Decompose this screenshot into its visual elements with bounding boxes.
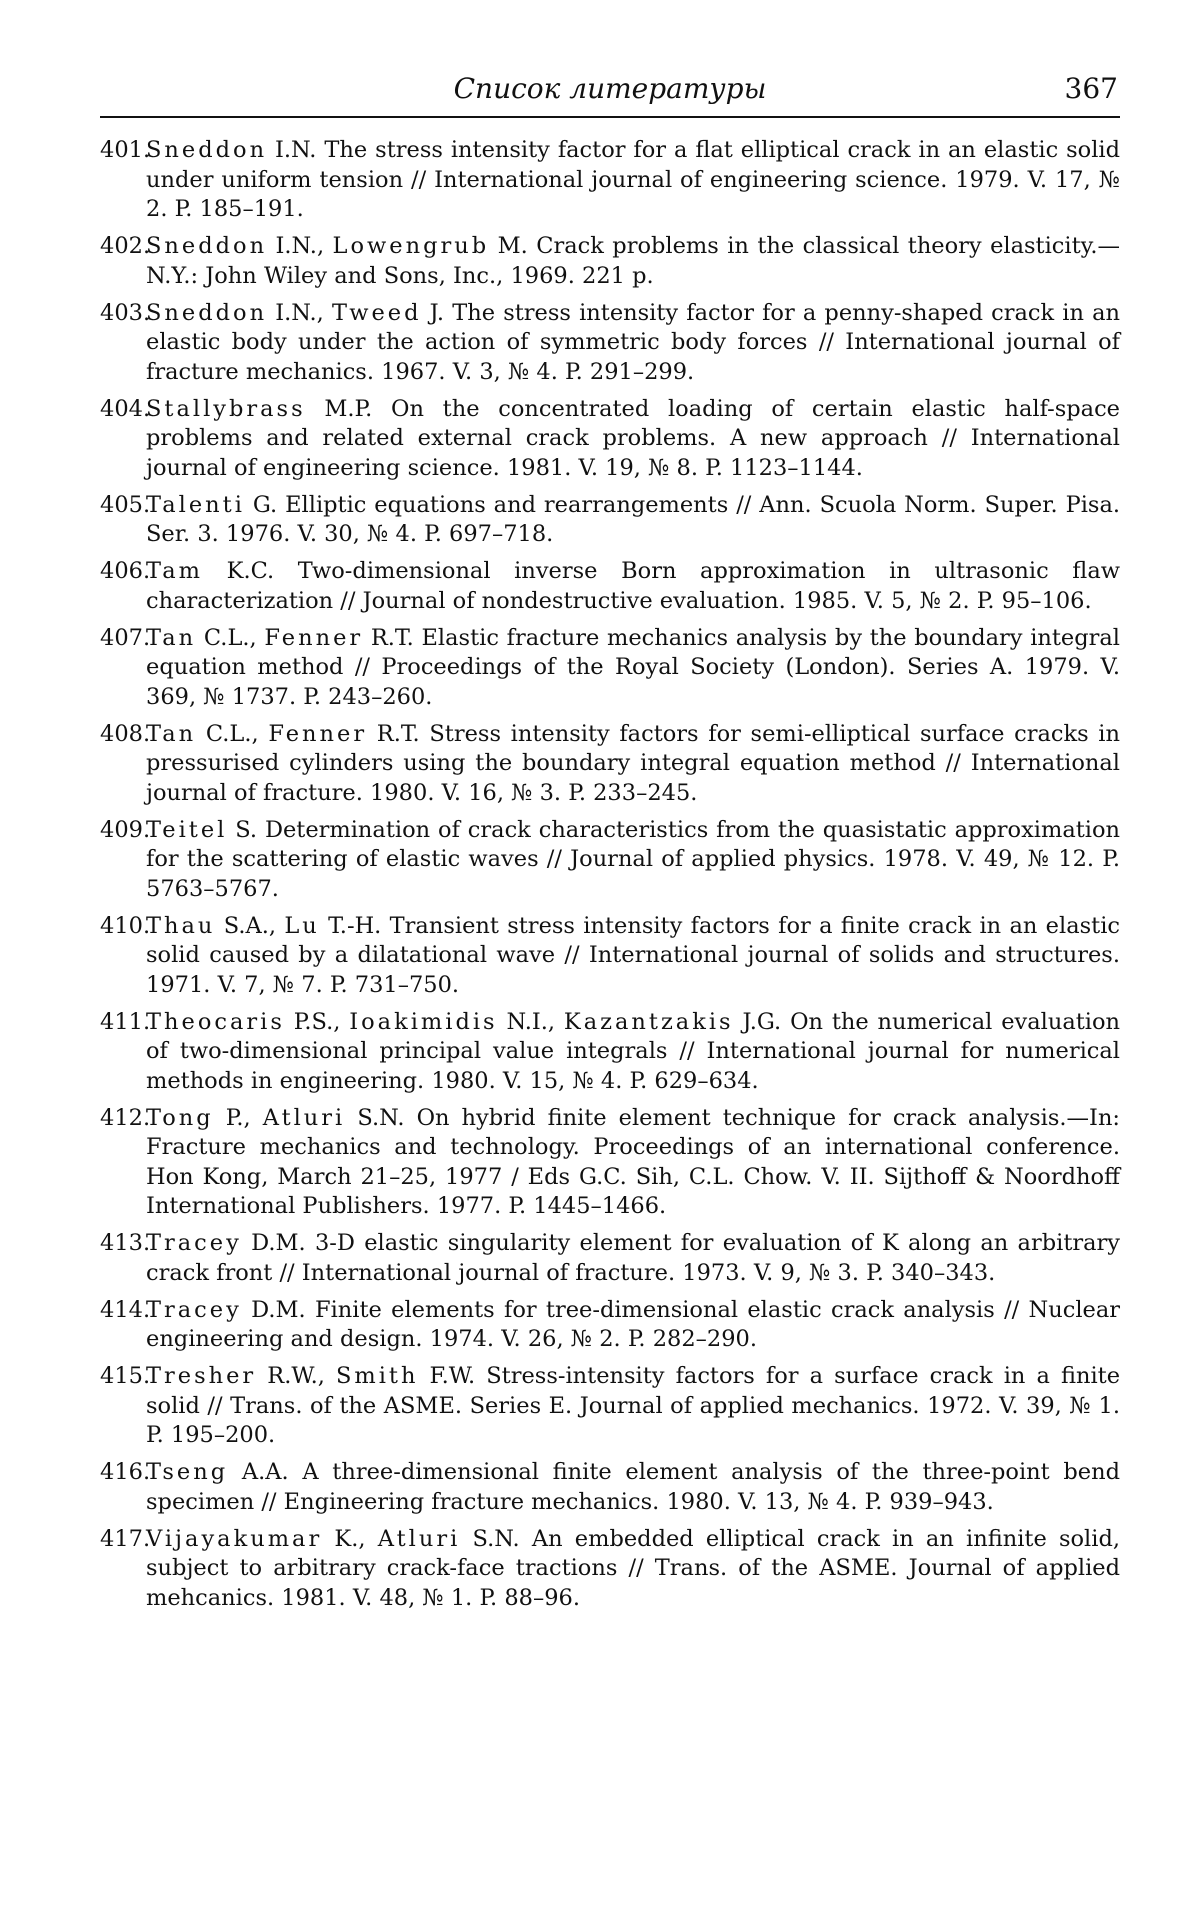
reference-text: On the numerical evaluation of two-dimensional principal value integrals // International journal for numerical methods in engineering. 1980. V. 15, № 4. P. 629–634. — [146, 1008, 1121, 1094]
author-initials: S.N. — [357, 1104, 405, 1131]
author-surname: Smith — [335, 1363, 419, 1389]
reference-entry — [100, 912, 1120, 1001]
author-initials: T.-H. — [328, 912, 382, 939]
reference-number: 411. — [100, 1008, 151, 1035]
author-initials: C.L., — [203, 624, 257, 651]
author-surname: Ioakimidis — [349, 1008, 498, 1035]
author-surname: Tresher — [146, 1363, 257, 1389]
reference-entry — [100, 136, 1120, 225]
author-initials: A.A. — [241, 1459, 289, 1485]
reference-text: Stress intensity factors for semi-elliptical surface cracks in pressurised cylinders using the boundary integral equation method // International journal of fracture. 1980. V. 16, № 3. P. 233–245. — [146, 720, 1120, 806]
reference-entry — [100, 395, 1120, 484]
author-initials: G. — [252, 491, 278, 518]
reference-number: 417. — [100, 1525, 151, 1552]
author-surname: Stallybrass — [146, 395, 306, 422]
author-initials: I.N., — [275, 299, 324, 326]
reference-entry — [100, 816, 1120, 905]
author-surname: Teitel — [146, 816, 228, 843]
author-surname: Vijayakumar — [146, 1525, 323, 1552]
author-initials: K., — [334, 1525, 366, 1552]
author-surname: Sneddon — [146, 299, 268, 326]
reference-text: An embedded elliptical crack in an infinite solid, subject to arbitrary crack-face tractions // Trans. of the ASME. Journal of applied mehcanics. 1981. V. 48, № 1. P. 88–96. — [146, 1525, 1120, 1611]
reference-entry — [100, 1229, 1120, 1288]
author-surname: Theocaris — [146, 1008, 285, 1035]
author-initials: S. — [235, 816, 258, 843]
reference-number: 406. — [100, 558, 151, 584]
author-surname: Sneddon — [146, 233, 268, 259]
author-surname: Tong — [146, 1104, 214, 1131]
author-surname: Thau — [146, 912, 216, 939]
page-title: Список литературы — [453, 72, 767, 105]
running-header — [100, 62, 1120, 118]
author-initials: J.G. — [742, 1008, 782, 1035]
author-initials: F.W. — [429, 1363, 476, 1389]
author-initials: I.N., — [275, 233, 325, 259]
reference-entry — [100, 557, 1120, 616]
author-initials: I.N. — [275, 137, 317, 163]
author-initials: R.W., — [267, 1363, 325, 1389]
reference-text: The stress intensity factor for a flat elliptical crack in an elastic solid under uniform tension // International journal of engineering science. 1979. V. 17, № 2. P. 185–191. — [146, 137, 1120, 222]
reference-number: 416. — [100, 1459, 151, 1485]
author-surname: Tseng — [146, 1459, 229, 1485]
author-surname: Lowengrub — [332, 233, 490, 259]
reference-text: Determination of crack characteristics from the quasistatic approximation for the scattering of elastic waves // Journal of applied physics. 1978. V. 49, № 12. P. 5763–5767. — [146, 816, 1121, 902]
author-surname: Tan — [146, 720, 197, 747]
author-initials: S.A., — [223, 912, 277, 939]
reference-text: On the concentrated loading of certain elastic half-space problems and related external crack problems. A new approach // International journal of engineering science. 1981. V. 19, № 8. P. 1123–1144. — [146, 395, 1120, 481]
reference-text: A three-dimensional finite element analysis of the three-point bend specimen // Engineering fracture mechanics. 1980. V. 13, № 4. P. 939–943. — [146, 1459, 1120, 1515]
author-initials: M. — [497, 233, 528, 259]
reference-number: 410. — [100, 912, 151, 939]
page-number: 367 — [1064, 72, 1118, 105]
author-surname: Talenti — [146, 491, 245, 518]
reference-number: 405. — [100, 491, 151, 518]
author-surname: Sneddon — [146, 137, 268, 163]
author-initials: S.N. — [472, 1525, 520, 1552]
author-initials: D.M. — [251, 1230, 306, 1256]
author-initials: R.T. — [376, 720, 420, 747]
author-surname: Atluri — [377, 1525, 461, 1552]
reference-entry — [100, 1296, 1120, 1355]
author-surname: Fenner — [268, 720, 368, 747]
reference-text: Transient stress intensity factors for a finite crack in an elastic solid caused by a dilatational wave // International journal of solids and structures. 1971. V. 7, № 7. P. 731–750. — [146, 912, 1120, 998]
reference-entry — [100, 1008, 1120, 1097]
reference-number: 408. — [100, 720, 151, 747]
reference-number: 409. — [100, 816, 151, 843]
reference-text: Elastic fracture mechanics analysis by the boundary integral equation method // Proceedings of the Royal Society (London). Series A. 1979. V. 369, № 1737. P. 243–260. — [146, 624, 1121, 710]
author-surname: Fenner — [264, 624, 364, 651]
reference-text: 3-D elastic singularity element for evaluation of K along an arbitrary crack front // International journal of fracture. 1973. V. 9, № 3. P. 340–343. — [146, 1230, 1120, 1286]
reference-text: Crack problems in the classical theory elasticity.—N.Y.: John Wiley and Sons, Inc., 1969. 221 p. — [146, 233, 1120, 289]
author-surname: Tweed — [331, 299, 422, 326]
author-surname: Kazantzakis — [563, 1008, 734, 1035]
reference-entry — [100, 1362, 1120, 1451]
reference-number: 414. — [100, 1296, 151, 1323]
reference-number: 415. — [100, 1363, 151, 1389]
author-initials: R.T. — [370, 624, 414, 651]
author-initials: N.I., — [506, 1008, 556, 1035]
author-initials: D.M. — [251, 1296, 306, 1323]
reference-entry — [100, 720, 1120, 809]
reference-text: Elliptic equations and rearrangements // Ann. Scuola Norm. Super. Pisa. Ser. 3. 1976. V. 30, № 4. P. 697–718. — [146, 491, 1121, 547]
reference-entry — [100, 299, 1120, 388]
reference-text: On hybrid finite element technique for crack analysis.—In: Fracture mechanics and technology. Proceedings of an international conference. Hon Kong, March 21–25, 1977 / Eds G.C. Sih, C.L. Chow. V. II. Sijthoff & Noordhoff International Publishers. 1977. P. 1445–1466. — [146, 1104, 1121, 1219]
author-surname: Tam — [146, 558, 204, 584]
reference-text: The stress intensity factor for a penny-shaped crack in an elastic body under the action of symmetric body forces // International journal of fracture mechanics. 1967. V. 3, № 4. P. 291–299. — [146, 299, 1121, 385]
reference-text: Two-dimensional inverse Born approximation in ultrasonic flaw characterization // Journal of nondestructive evaluation. 1985. V. 5, № 2. P. 95–106. — [146, 558, 1120, 614]
author-initials: P., — [225, 1104, 251, 1131]
reference-entry — [100, 232, 1120, 291]
reference-number: 401. — [100, 137, 151, 163]
reference-entry — [100, 1458, 1120, 1517]
author-surname: Tan — [146, 624, 197, 651]
reference-number: 402. — [100, 233, 151, 259]
reference-text: Finite elements for tree-dimensional elastic crack analysis // Nuclear engineering and design. 1974. V. 26, № 2. P. 282–290. — [146, 1296, 1120, 1352]
author-surname: Tracey — [146, 1296, 242, 1323]
reference-number: 412. — [100, 1104, 151, 1131]
reference-list — [100, 136, 1120, 1621]
reference-number: 407. — [100, 624, 151, 651]
author-surname: Lu — [284, 912, 320, 939]
author-initials: M.P. — [324, 395, 373, 422]
author-initials: J. — [429, 299, 445, 326]
author-initials: K.C. — [226, 558, 275, 584]
reference-entry — [100, 1104, 1120, 1222]
reference-entry — [100, 624, 1120, 713]
author-initials: P.S., — [293, 1008, 341, 1035]
author-surname: Tracey — [146, 1230, 242, 1256]
author-initials: C.L., — [205, 720, 259, 747]
reference-entry — [100, 1525, 1120, 1614]
reference-number: 403. — [100, 299, 151, 326]
reference-number: 413. — [100, 1230, 151, 1256]
reference-entry — [100, 491, 1120, 550]
reference-text: Stress-intensity factors for a surface crack in a finite solid // Trans. of the ASME. Series E. Journal of applied mechanics. 1972. V. 39, № 1. P. 195–200. — [146, 1363, 1121, 1448]
reference-number: 404. — [100, 395, 151, 422]
author-surname: Atluri — [262, 1104, 346, 1131]
